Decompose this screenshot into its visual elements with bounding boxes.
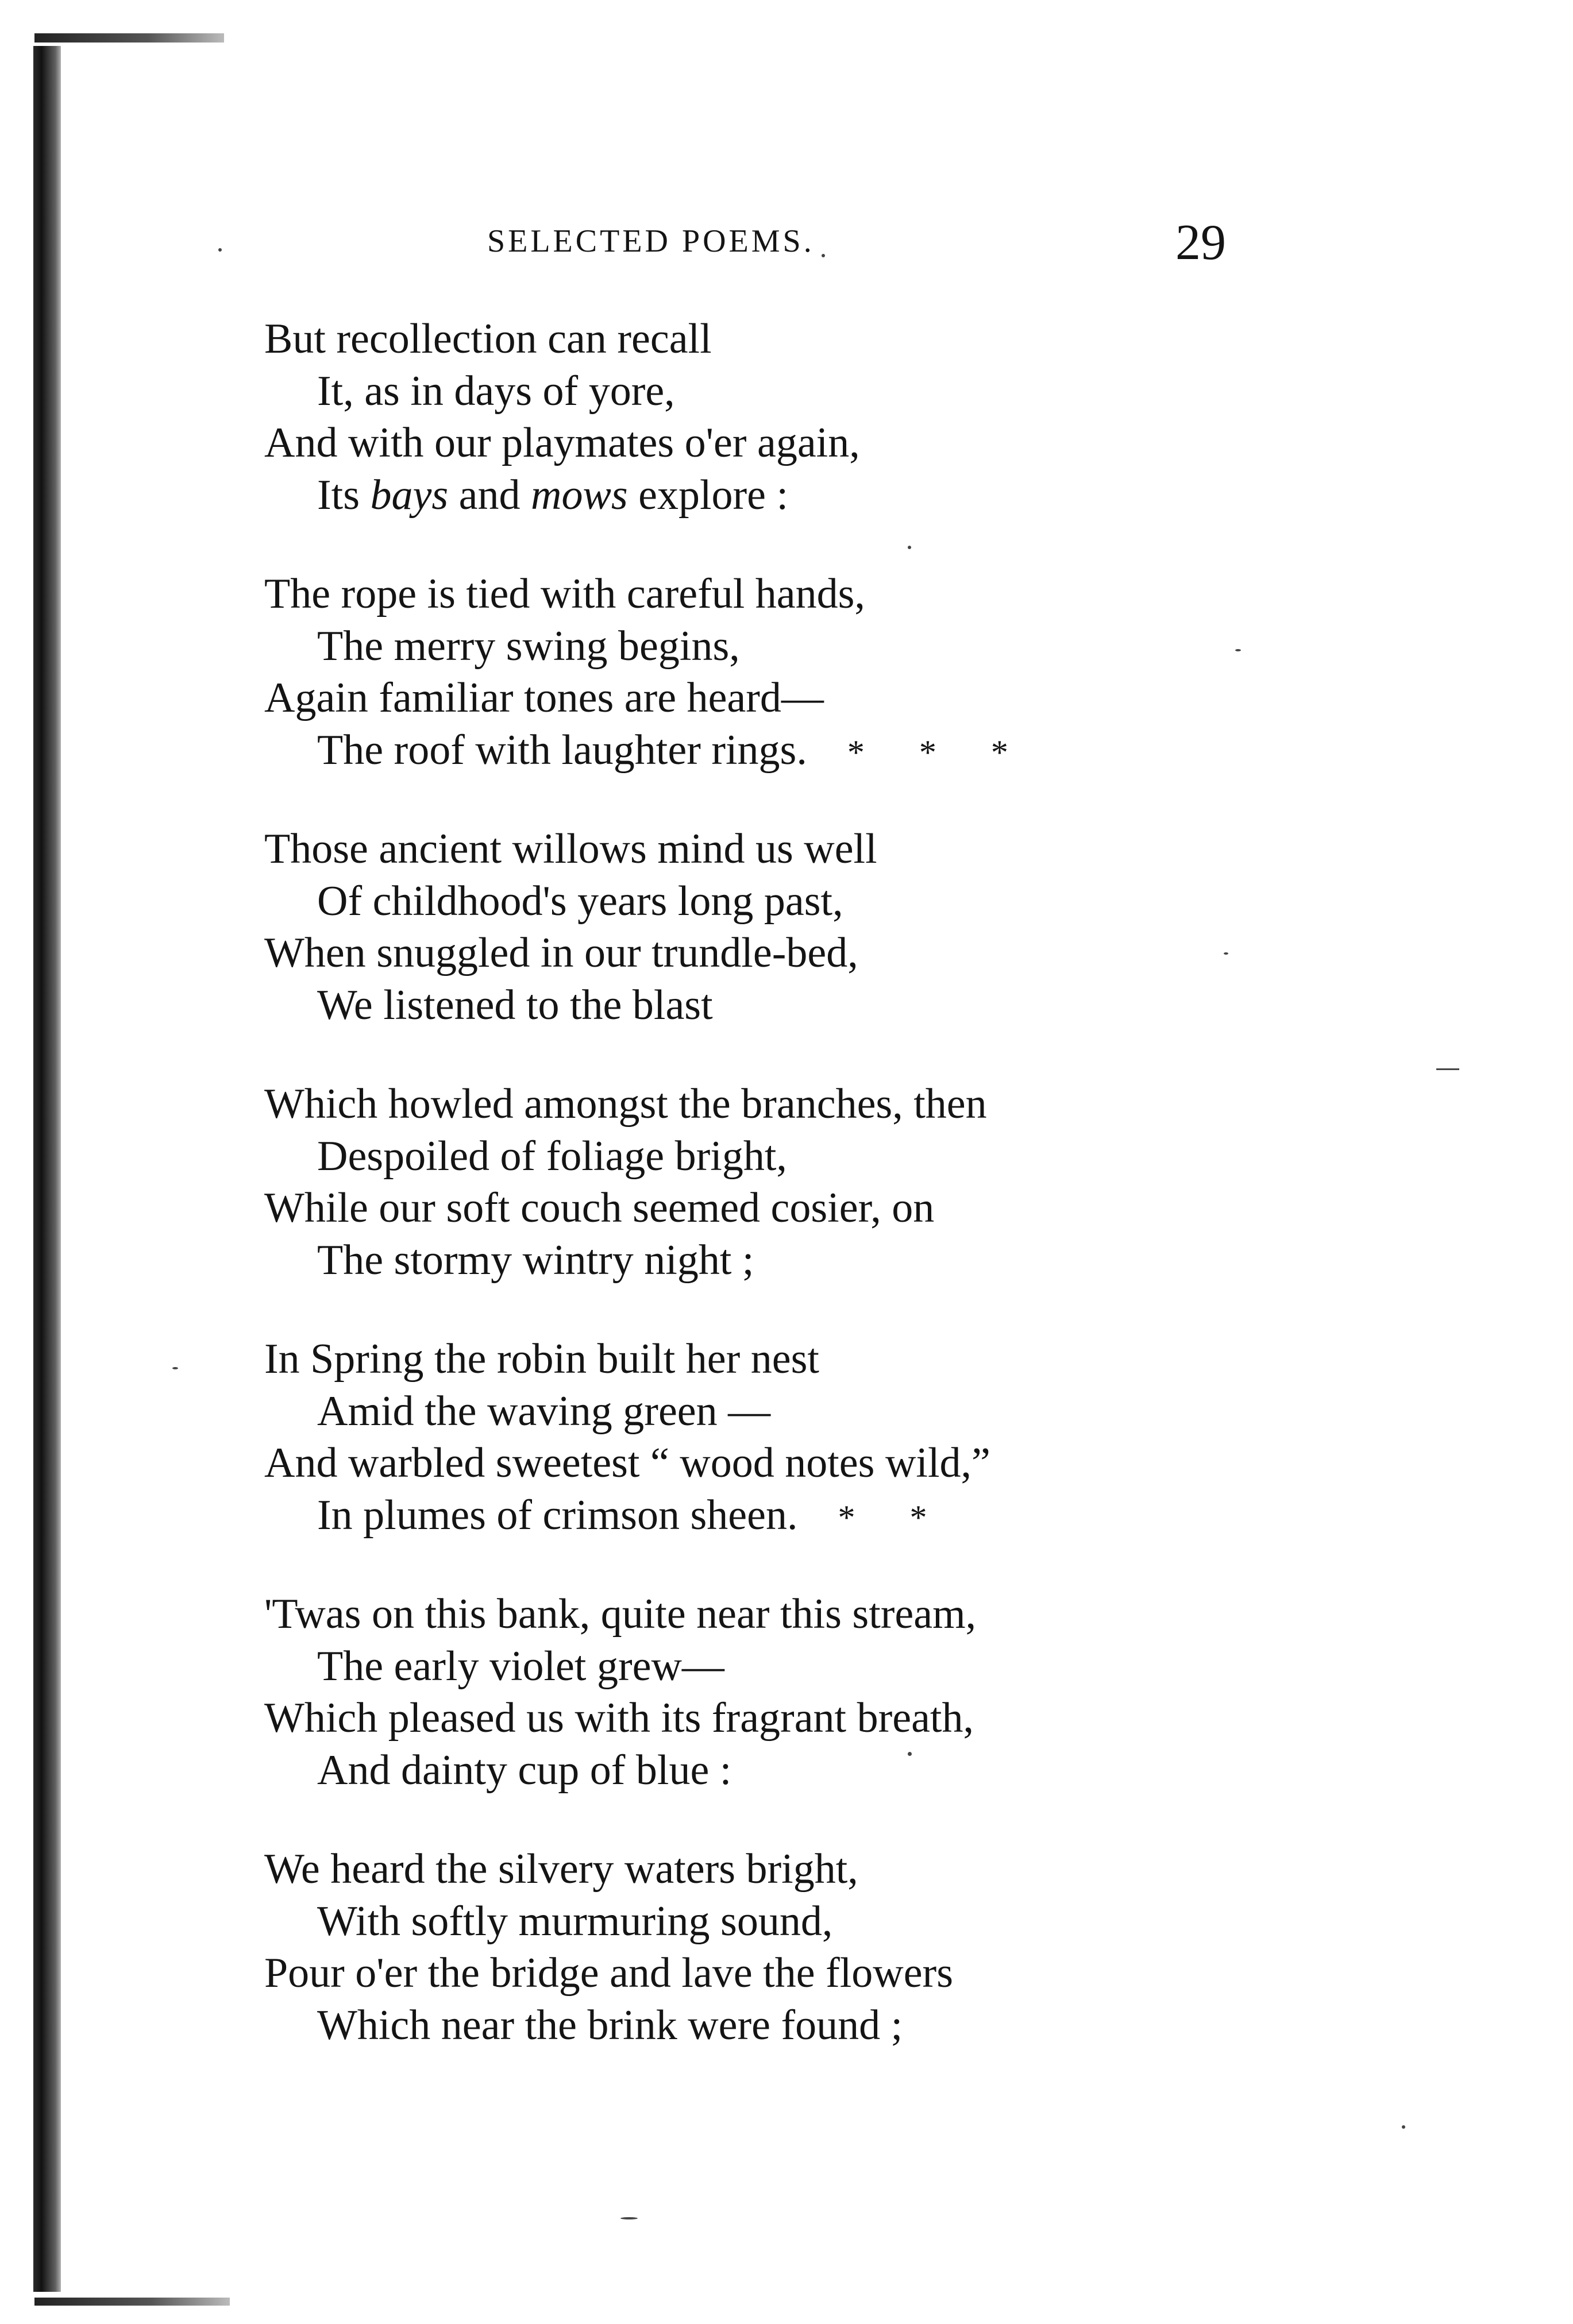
poem-line — [264, 979, 1505, 1032]
line-text: With softly murmuring sound, — [317, 1897, 833, 1945]
stanza — [264, 1078, 1505, 1286]
poem-line — [264, 1744, 1505, 1797]
line-text: Again familiar tones are heard— — [264, 674, 824, 721]
asterism: * * — [838, 1498, 950, 1537]
stanza — [264, 568, 1505, 776]
asterism: * * * — [847, 733, 1031, 771]
poem-line — [264, 1692, 1505, 1744]
line-text: explore : — [627, 471, 789, 519]
page-number: 29 — [1175, 215, 1226, 271]
poem-line — [264, 365, 1505, 418]
poem-line — [264, 1437, 1505, 1489]
line-text: Pour o'er the bridge and lave the flowers — [264, 1949, 953, 1997]
line-text: The stormy wintry night ; — [317, 1236, 754, 1284]
poem-line — [264, 1999, 1505, 2052]
poem-line — [264, 469, 1505, 522]
line-text: 'Twas on this bank, quite near this stream, — [264, 1590, 977, 1638]
line-text: And with our playmates o'er again, — [264, 419, 860, 466]
line-text: Of childhood's years long past, — [317, 877, 843, 925]
stanza — [264, 313, 1505, 521]
line-text: In Spring the robin built her nest — [264, 1335, 819, 1383]
scan-speck — [1224, 952, 1228, 955]
scan-speck — [1402, 2125, 1405, 2129]
line-text: Which howled amongst the branches, then — [264, 1080, 987, 1128]
stanza — [264, 1333, 1505, 1541]
line-text: Which near the brink were found ; — [317, 2001, 903, 2049]
line-text: Amid the waving green — — [317, 1387, 771, 1435]
line-text: It, as in days of yore, — [317, 367, 675, 415]
line-text: And warbled sweetest “ wood notes wild,” — [264, 1439, 990, 1487]
poem-line — [264, 927, 1505, 979]
poem-line — [264, 1588, 1505, 1640]
poem-line — [264, 1234, 1505, 1287]
scan-speck — [1436, 1068, 1459, 1070]
scan-speck — [172, 1367, 178, 1369]
poem-line — [264, 1843, 1505, 1896]
line-text: The roof with laughter rings. — [317, 726, 807, 774]
line-text: But recollection can recall — [264, 315, 712, 362]
poem-line — [264, 1385, 1505, 1438]
poem-line — [264, 568, 1505, 620]
binding-edge-bottom — [34, 2298, 230, 2306]
line-text: We heard the silvery waters bright, — [264, 1846, 858, 1893]
poem-body — [264, 313, 1505, 2098]
line-text: Its — [317, 471, 371, 519]
line-text: and — [448, 471, 531, 519]
page-header — [0, 217, 1573, 275]
line-text: In plumes of crimson sheen. — [317, 1491, 798, 1539]
stanza — [264, 823, 1505, 1031]
binding-edge-top — [34, 33, 224, 43]
scan-speck — [218, 248, 222, 252]
line-text: The early violet grew— — [317, 1642, 724, 1690]
poem-line — [264, 823, 1505, 875]
line-text: And dainty cup of blue : — [317, 1746, 732, 1794]
poem-line — [264, 1489, 1505, 1542]
scan-speck — [908, 1752, 912, 1756]
poem-line — [264, 1130, 1505, 1183]
poem-line — [264, 417, 1505, 469]
poem-line — [264, 1947, 1505, 1999]
running-title: SELECTED POEMS. — [487, 223, 815, 259]
scan-speck — [620, 2217, 638, 2219]
line-text: Those ancient willows mind us well — [264, 825, 877, 873]
poem-line — [264, 313, 1505, 365]
poem-line — [264, 724, 1505, 777]
scan-speck — [822, 254, 825, 257]
poem-line — [264, 875, 1505, 928]
line-text: The merry swing begins, — [317, 622, 740, 670]
line-text: We listened to the blast — [317, 981, 713, 1029]
line-text: The rope is tied with careful hands, — [264, 570, 865, 617]
poem-line — [264, 1078, 1505, 1130]
scan-speck — [908, 546, 911, 549]
line-text: Which pleased us with its fragrant breath, — [264, 1694, 974, 1742]
italic-word: bays — [370, 471, 449, 519]
stanza — [264, 1843, 1505, 2051]
poem-line — [264, 620, 1505, 673]
line-text: Despoiled of foliage bright, — [317, 1132, 787, 1180]
poem-line — [264, 1333, 1505, 1385]
scan-speck — [1235, 649, 1241, 651]
poem-line — [264, 1640, 1505, 1693]
poem-line — [264, 672, 1505, 724]
line-text: When snuggled in our trundle-bed, — [264, 929, 858, 976]
poem-line — [264, 1896, 1505, 1948]
binding-edge — [33, 46, 61, 2292]
italic-word: mows — [531, 471, 628, 519]
stanza — [264, 1588, 1505, 1796]
poem-line — [264, 1182, 1505, 1234]
line-text: While our soft couch seemed cosier, on — [264, 1184, 935, 1232]
